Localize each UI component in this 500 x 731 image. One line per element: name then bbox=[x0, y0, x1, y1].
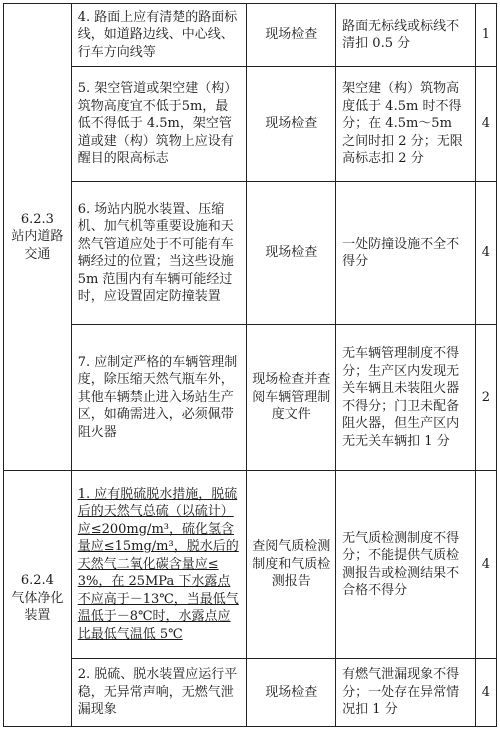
item-cell: 2. 脱硫、脱水装置应运行平稳，无异常声响，无燃气泄漏现象 bbox=[71, 659, 247, 727]
rule-cell: 无气质检测制度不得分；不能提供气质检测报告或检测结果不合格不得分 bbox=[336, 471, 476, 659]
section-title: 气体净化装置 bbox=[11, 590, 64, 624]
method-cell: 查阅气质检测制度和气质检测报告 bbox=[247, 471, 336, 659]
method-cell: 现场检查 bbox=[247, 67, 336, 182]
method-cell: 现场检查 bbox=[247, 659, 336, 727]
section-cell bbox=[4, 4, 72, 471]
method-cell: 现场检查 bbox=[247, 182, 336, 325]
item-cell: 5. 架空管道或架空建（构）筑物高度宜不低于5m，最低不得低于 4.5m，架空管道或建（构）筑物上应设有醒目的限高标志 bbox=[71, 67, 247, 182]
method-cell: 现场检查并查阅车辆管理制度文件 bbox=[247, 325, 336, 471]
section-cell bbox=[4, 471, 72, 727]
rule-cell: 有燃气泄漏现象不得分；一处存在异常情况扣 1 分 bbox=[336, 659, 476, 727]
table-row bbox=[4, 471, 497, 659]
section-title: 站内道路交通 bbox=[11, 229, 64, 262]
item-cell: 1. 应有脱硫脱水措施，脱硫后的天然气总硫（以硫计）应≤200mg/m³，硫化氢含量应≤15mg/m³，脱水后的天然气二氧化碳含量应≤3%，在 25MPa 下水露点不应高于－13℃，当最低气温低于－8℃时，水露点应比最低气温低 5℃ bbox=[71, 471, 247, 659]
inspection-table bbox=[3, 3, 497, 727]
score-cell: 4 bbox=[475, 182, 496, 325]
section-code: 6.2.3 bbox=[20, 211, 54, 227]
rule-cell: 一处防撞设施不全不得分 bbox=[336, 182, 476, 325]
method-cell: 现场检查 bbox=[247, 4, 336, 67]
score-cell: 2 bbox=[475, 325, 496, 471]
score-cell: 4 bbox=[475, 471, 496, 659]
item-cell: 6. 场站内脱水装置、压缩机、加气机等重要设施和天然气管道应处于不可能有车辆经过的位置；当这些设施 5m 范围内有车辆可能经过时，应设置固定防撞装置 bbox=[71, 182, 247, 325]
score-cell: 1 bbox=[475, 4, 496, 67]
score-cell: 4 bbox=[475, 67, 496, 182]
item-cell: 7. 应制定严格的车辆管理制度，除压缩天然气瓶车外，其他车辆禁止进入场站生产区，如确需进入，必须佩带阻火器 bbox=[71, 325, 247, 471]
rule-cell: 路面无标线或标线不清扣 0.5 分 bbox=[336, 4, 476, 67]
table-row bbox=[4, 325, 497, 471]
table-row bbox=[4, 4, 497, 67]
item-cell: 4. 路面上应有清楚的路面标线，如道路边线、中心线、行车方向线等 bbox=[71, 4, 247, 67]
table-row bbox=[4, 659, 497, 727]
section-code: 6.2.4 bbox=[20, 573, 54, 589]
table-row bbox=[4, 182, 497, 325]
table-row bbox=[4, 67, 497, 182]
rule-cell: 架空建（构）筑物高度低于 4.5m 时不得分；在 4.5m～5m 之间时扣 2 分；无限高标志扣 2 分 bbox=[336, 67, 476, 182]
rule-cell: 无车辆管理制度不得分；生产区内发现无关车辆且未装阻火器不得分；门卫未配备阻火器，但生产区内无无关车辆扣 1 分 bbox=[336, 325, 476, 471]
score-cell: 4 bbox=[475, 659, 496, 727]
